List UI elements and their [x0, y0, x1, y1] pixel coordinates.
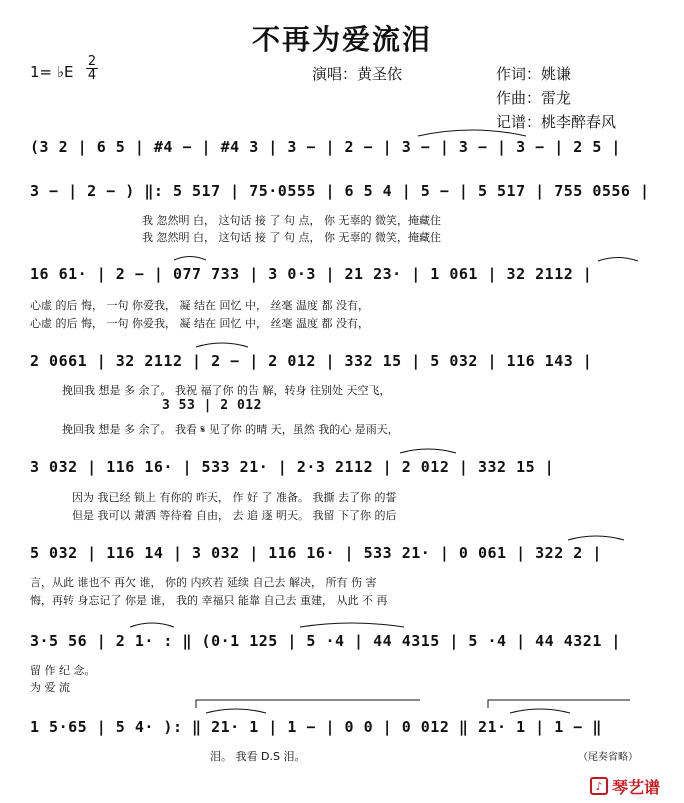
- tie-arc: [510, 709, 570, 713]
- lyric-row-6-verse-1: 言，从此 谁也不 再欠 谁， 你的 内疚若 延续 自己去 解决， 所有 伤 害: [30, 576, 377, 589]
- tie-arc: [196, 343, 248, 347]
- singer-credit: 演唱：黄圣依: [312, 65, 403, 83]
- transcriber-credit: 记谱：桃李醉春风: [496, 113, 617, 131]
- lyric-row-6-verse-2: 悔，再转 身忘记了 你是 谁， 我的 幸福只 能靠 自己去 重建， 从此 不 再: [30, 594, 388, 607]
- lyricist-credit: 作词：姚谦: [496, 65, 572, 83]
- lyric-row-2-verse-1: 我 忽然明 白， 这句话 接 了 句 点， 你 无辜的 微笑，掩藏住: [142, 214, 441, 227]
- tie-arc: [418, 130, 526, 136]
- song-title: 不再为爱流泪: [251, 23, 432, 56]
- tie-arc: [400, 449, 456, 453]
- lyric-row-3-verse-1: 心虚 的后 悔， 一句 你爱我， 凝 结在 回忆 中， 丝毫 温度 都 没有，: [30, 299, 369, 312]
- score-row-1: (3 2 | 6 5 | #4 − | #4 3 | 3 − | 2 − | 3 − | 3 − | 3 − | 2 5 |: [30, 138, 621, 156]
- score-row-8: 1 5·65 | 5 4· ): ‖ 21· 1 | 1 − | 0 0 | 0 012 ‖ 21· 1 | 1 − ‖: [30, 718, 602, 736]
- tie-arc: [568, 536, 624, 540]
- lyric-row-5-verse-2: 但是 我可以 萧洒 等待着 自由， 去 追 逐 明天。 我留 下了你 的后: [72, 509, 397, 522]
- ending-note: （尾奏省略）: [578, 752, 638, 763]
- site-logo: [590, 773, 680, 799]
- volta-bracket: [488, 700, 630, 708]
- lyric-row-7-verse-1: 留 作 纪 念。: [30, 664, 96, 677]
- lyric-row-2-verse-2: 我 忽然明 白， 这句话 接 了 句 点， 你 无辜的 微笑，掩藏住: [142, 231, 441, 244]
- tie-arc: [206, 709, 266, 713]
- tie-arc: [174, 257, 206, 261]
- volta-bracket: [196, 700, 420, 708]
- composer-credit: 作曲：雷龙: [496, 89, 572, 107]
- score-row-2: 3 − | 2 − ) ‖: 5 517 | 75·0555 | 6 5 4 | 5 − | 5 517 | 755 0556 |: [30, 182, 650, 200]
- lyric-row-4-verse-1: 挽回我 想是 多 余了。 我祝 福了你 的告 解，转身 往别处 天空飞，: [62, 384, 391, 397]
- time-signature-numerator: 2: [87, 54, 97, 69]
- logo-text: 琴艺谱: [612, 777, 661, 797]
- score-row-3: 16 61· | 2 − | 077 733 | 3 0·3 | 21 23· | 1 061 | 32 2112 |: [30, 265, 593, 283]
- lyric-row-5-verse-1: 因为 我已经 锁上 有你的 昨天， 作 好 了 准备。 我撕 去了你 的誓: [72, 491, 397, 504]
- score-row-5: 3 032 | 116 16· | 533 21· | 2·3 2112 | 2 012 | 332 15 |: [30, 458, 555, 476]
- time-signature-denominator: 4: [87, 68, 97, 83]
- score-row-4: 2 0661 | 32 2112 | 2 − | 2 012 | 332 15 | 5 032 | 116 143 |: [30, 352, 593, 370]
- score-row-6: 5 032 | 116 14 | 3 032 | 116 16· | 533 21· | 0 061 | 322 2 |: [30, 544, 602, 562]
- lyric-row-8: 泪。 我看 D.S 泪。: [210, 750, 306, 763]
- piano-logo-icon: ♪: [590, 777, 608, 795]
- insert-measures: 3 53 | 2 012: [162, 398, 262, 413]
- tie-arc: [598, 258, 638, 262]
- score-row-7: 3·5 56 | 2 1· : ‖ (0·1 125 | 5 ·4 | 44 4315 | 5 ·4 | 44 4321 |: [30, 632, 621, 650]
- key-signature: 1= ♭E: [30, 63, 74, 81]
- tie-arc: [300, 623, 404, 627]
- lyric-row-4-verse-2: 挽回我 想是 多 余了。 我看 𝄋 见了你 的晴 天，虽然 我的心 是雨天，: [62, 423, 399, 436]
- tie-arc: [130, 623, 174, 627]
- lyric-row-7-verse-2: 为 爱 流: [30, 681, 70, 694]
- lyric-row-3-verse-2: 心虚 的后 悔， 一句 你爱我， 凝 结在 回忆 中， 丝毫 温度 都 没有，: [30, 317, 369, 330]
